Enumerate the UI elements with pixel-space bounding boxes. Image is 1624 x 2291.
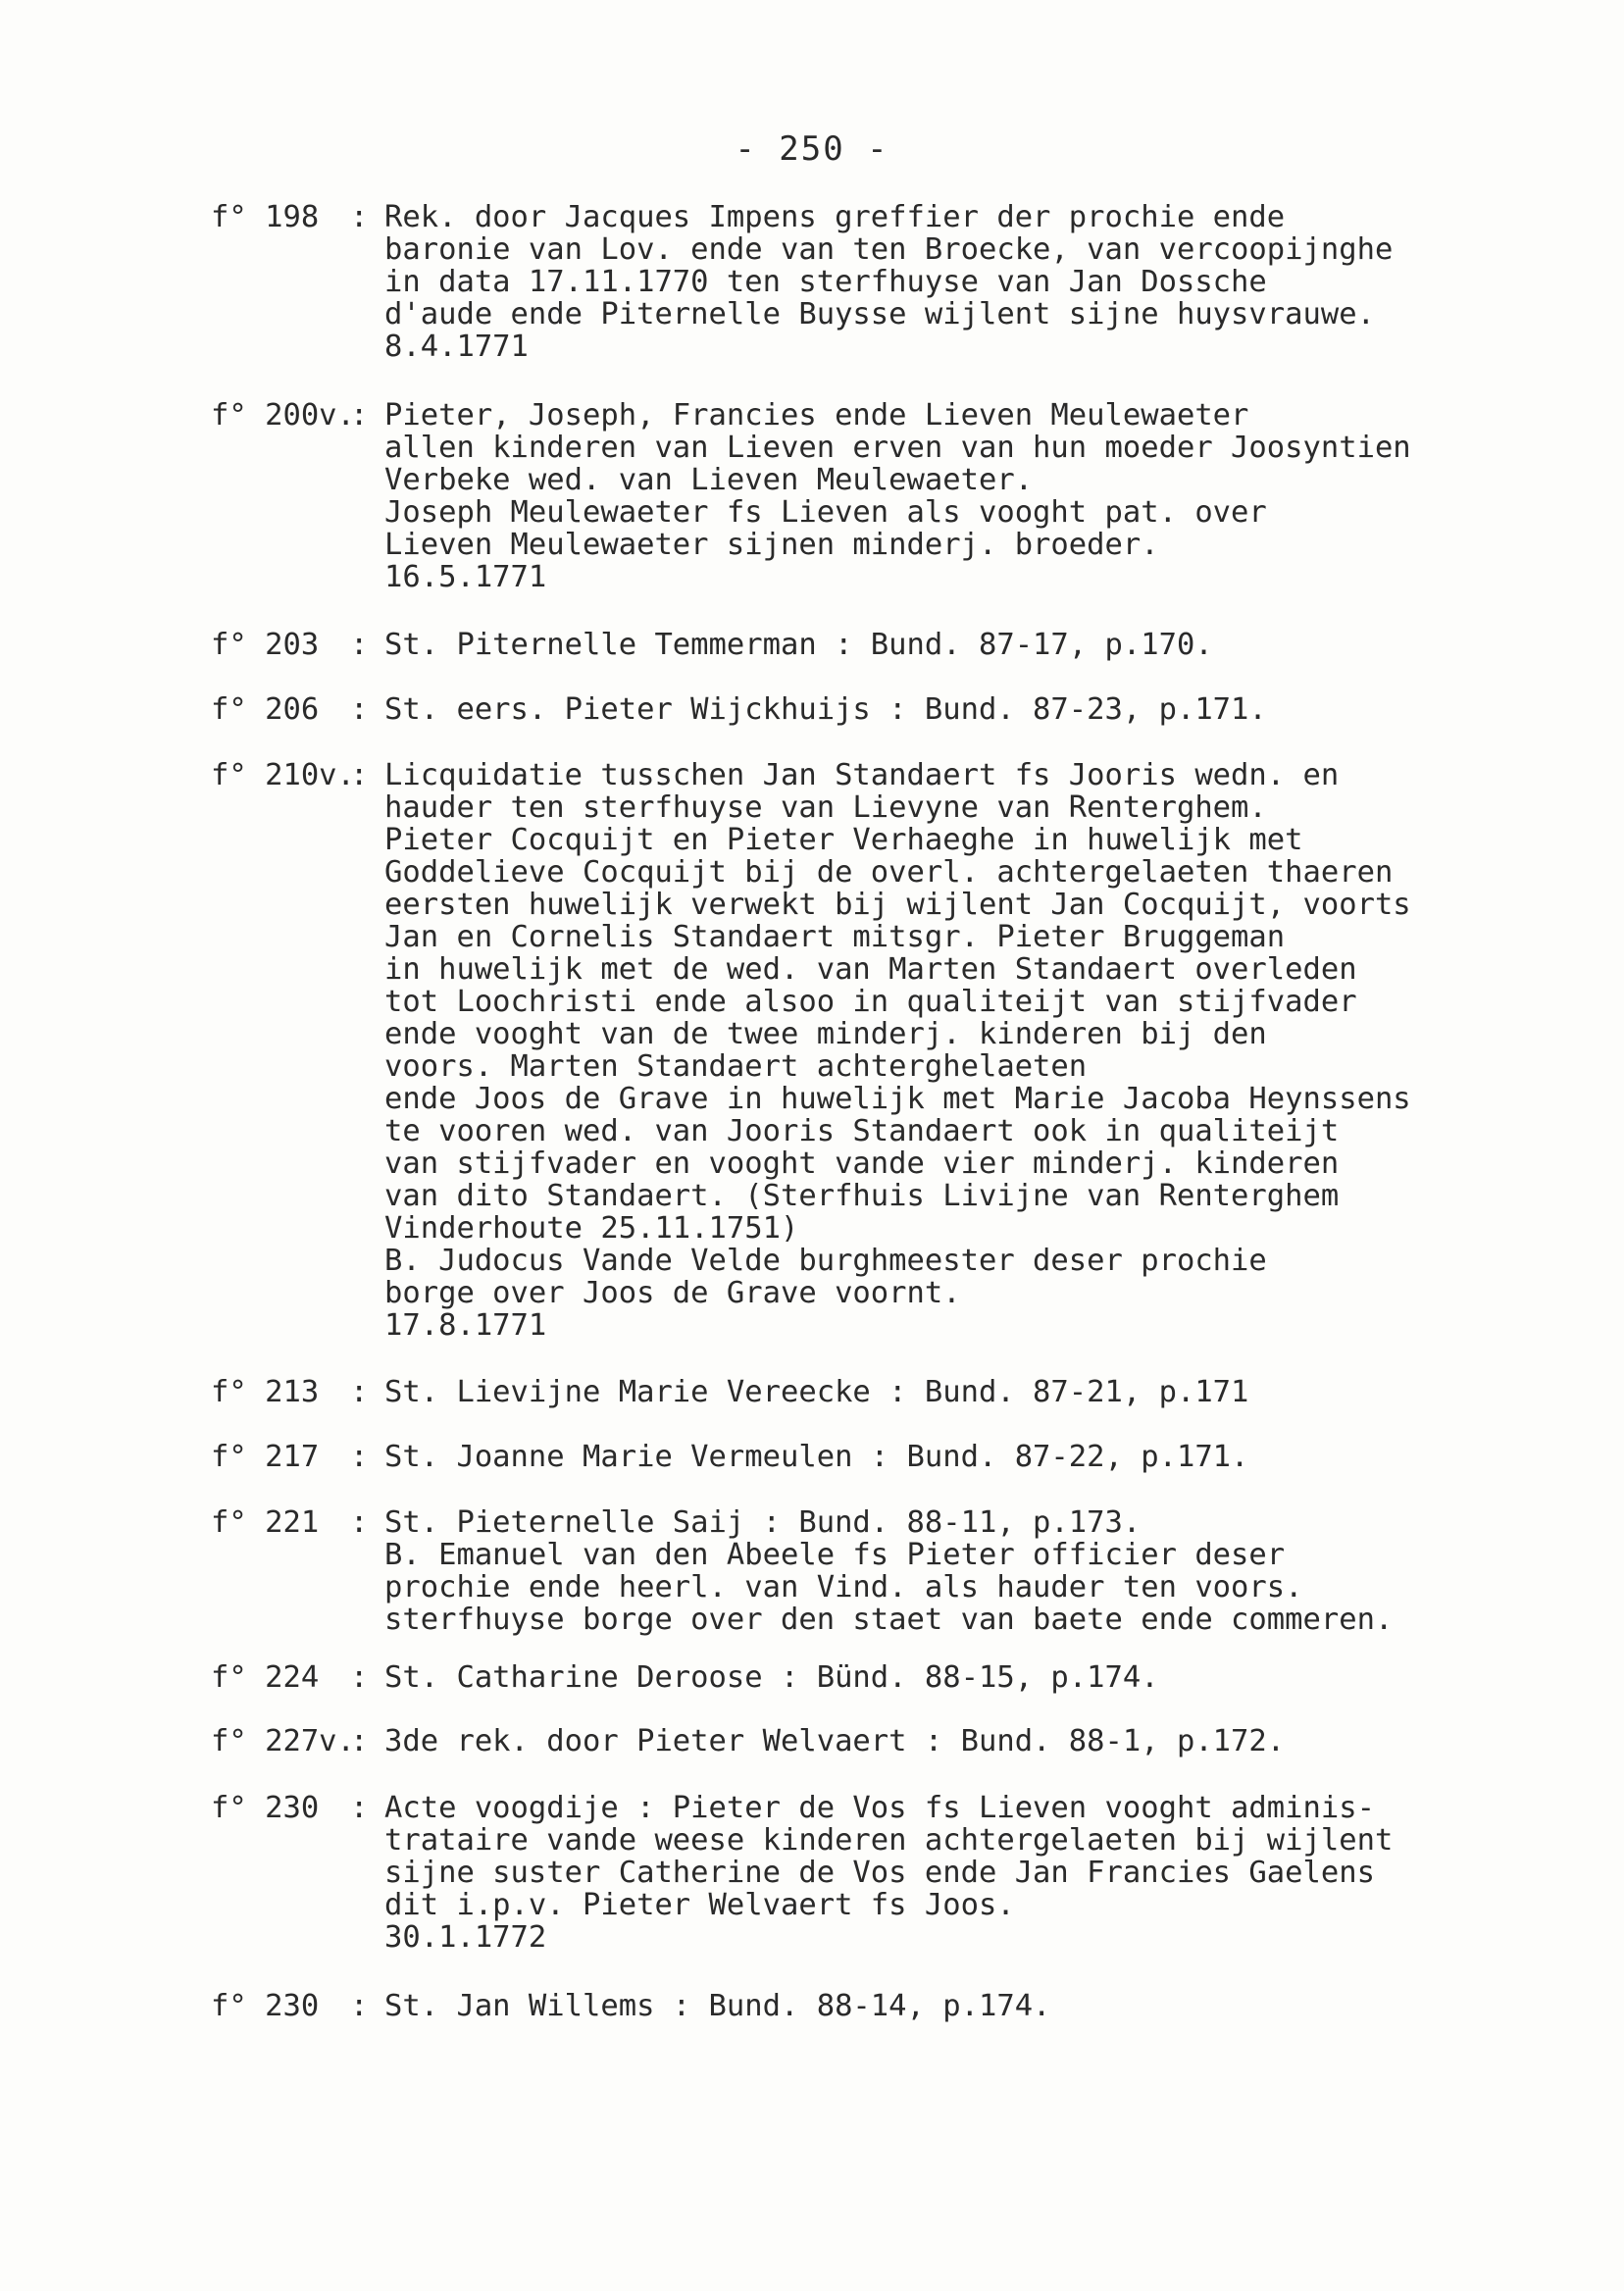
text-line: ende vooght van de twee minderj. kinderen bij den bbox=[384, 1017, 1267, 1051]
text-line: 30.1.1772 bbox=[384, 1920, 547, 1955]
text-line: baronie van Lov. ende van ten Broecke, van vercoopijnghe bbox=[384, 232, 1394, 267]
text-line: prochie ende heerl. van Vind. als hauder ten voors. bbox=[384, 1570, 1303, 1604]
entry-text bbox=[384, 693, 1515, 726]
text-line: in data 17.11.1770 ten sterfhuyse van Jan Dossche bbox=[384, 265, 1267, 299]
entry-text bbox=[384, 201, 1515, 363]
text-line: 8.4.1771 bbox=[384, 330, 529, 364]
text-line: 3de rek. door Pieter Welvaert : Bund. 88-1, p.172. bbox=[384, 1724, 1286, 1758]
text-line: dit i.p.v. Pieter Welvaert fs Joos. bbox=[384, 1888, 1015, 1922]
entry-f217 bbox=[211, 1441, 1515, 1473]
separator: : bbox=[350, 1660, 369, 1695]
separator: : bbox=[350, 200, 369, 234]
entry-text bbox=[384, 629, 1515, 661]
separator: : bbox=[350, 1724, 369, 1758]
folio-reference: f° 224 bbox=[211, 1660, 320, 1695]
folio-reference: f° 198 bbox=[211, 200, 320, 234]
text-line: eersten huwelijk verwekt bij wijlent Jan Cocquijt, voorts bbox=[384, 888, 1411, 922]
entry-f227v bbox=[211, 1725, 1515, 1757]
text-line: B. Emanuel van den Abeele fs Pieter officier deser bbox=[384, 1538, 1286, 1572]
folio-reference: f° 230 bbox=[211, 1791, 320, 1825]
entry-f230 bbox=[211, 1792, 1515, 1954]
entry-text bbox=[384, 1506, 1515, 1636]
separator: : bbox=[350, 398, 369, 433]
text-line: Rek. door Jacques Impens greffier der prochie ende bbox=[384, 200, 1286, 234]
entry-f224 bbox=[211, 1661, 1515, 1694]
text-line: St. Lievijne Marie Vereecke : Bund. 87-21, p.171 bbox=[384, 1375, 1249, 1409]
text-line: 17.8.1771 bbox=[384, 1308, 547, 1343]
entry-f230-second bbox=[211, 1990, 1515, 2022]
separator: : bbox=[350, 1440, 369, 1474]
separator: : bbox=[350, 1505, 369, 1540]
text-line: St. Jan Willems : Bund. 88-14, p.174. bbox=[384, 1989, 1051, 2023]
text-line: borge over Joos de Grave voornt. bbox=[384, 1276, 961, 1310]
text-line: van dito Standaert. (Sterfhuis Livijne van Renterghem bbox=[384, 1179, 1340, 1213]
entry-f213 bbox=[211, 1376, 1515, 1408]
text-line: allen kinderen van Lieven erven van hun moeder Joosyntien bbox=[384, 431, 1411, 465]
text-line: St. eers. Pieter Wijckhuijs : Bund. 87-23, p.171. bbox=[384, 692, 1267, 727]
entry-f210v bbox=[211, 759, 1515, 1342]
separator: : bbox=[350, 1791, 369, 1825]
folio-reference: f° 206 bbox=[211, 692, 320, 727]
text-line: Lieven Meulewaeter sijnen minderj. broeder. bbox=[384, 528, 1159, 562]
text-line: St. Catharine Deroose : Bünd. 88-15, p.174. bbox=[384, 1660, 1159, 1695]
text-line: Goddelieve Cocquijt bij de overl. achtergelaeten thaeren bbox=[384, 855, 1394, 890]
separator: : bbox=[350, 628, 369, 662]
text-line: Joseph Meulewaeter fs Lieven als vooght pat. over bbox=[384, 495, 1267, 530]
text-line: d'aude ende Piternelle Buysse wijlent sijne huysvrauwe. bbox=[384, 297, 1375, 331]
entry-text bbox=[384, 759, 1515, 1342]
separator: : bbox=[350, 1375, 369, 1409]
text-line: Acte voogdije : Pieter de Vos fs Lieven vooght adminis- bbox=[384, 1791, 1375, 1825]
folio-reference: f° 213 bbox=[211, 1375, 320, 1409]
entry-text bbox=[384, 1725, 1515, 1757]
text-line: in huwelijk met de wed. van Marten Standaert overleden bbox=[384, 952, 1357, 987]
text-line: te vooren wed. van Jooris Standaert ook in qualiteijt bbox=[384, 1114, 1340, 1148]
text-line: Verbeke wed. van Lieven Meulewaeter. bbox=[384, 463, 1034, 497]
separator: : bbox=[350, 692, 369, 727]
text-line: ende Joos de Grave in huwelijk met Marie Jacoba Heynssens bbox=[384, 1082, 1411, 1116]
folio-reference: f° 203 bbox=[211, 628, 320, 662]
entry-text bbox=[384, 1376, 1515, 1408]
text-line: St. Joanne Marie Vermeulen : Bund. 87-22, p.171. bbox=[384, 1440, 1249, 1474]
separator: : bbox=[350, 1989, 369, 2023]
folio-reference: f° 230 bbox=[211, 1989, 320, 2023]
text-line: Vinderhoute 25.11.1751) bbox=[384, 1211, 799, 1246]
entry-f198 bbox=[211, 201, 1515, 363]
entry-f200v bbox=[211, 399, 1515, 593]
entry-f221 bbox=[211, 1506, 1515, 1636]
text-line: tot Loochristi ende alsoo in qualiteijt van stijfvader bbox=[384, 985, 1357, 1019]
entry-text bbox=[384, 399, 1515, 593]
entry-text bbox=[384, 1441, 1515, 1473]
text-line: St. Piternelle Temmerman : Bund. 87-17, p.170. bbox=[384, 628, 1213, 662]
entry-f203 bbox=[211, 629, 1515, 661]
folio-reference: f° 217 bbox=[211, 1440, 320, 1474]
text-line: Jan en Cornelis Standaert mitsgr. Pieter Bruggeman bbox=[384, 920, 1286, 954]
folio-reference: f° 227v. bbox=[211, 1724, 355, 1758]
text-line: voors. Marten Standaert achterghelaeten bbox=[384, 1049, 1088, 1084]
page-number: - 250 - bbox=[735, 129, 889, 169]
text-line: St. Pieternelle Saij : Bund. 88-11, p.173. bbox=[384, 1505, 1142, 1540]
text-line: B. Judocus Vande Velde burghmeester deser prochie bbox=[384, 1244, 1267, 1278]
text-line: sterfhuyse borge over den staet van baete ende commeren. bbox=[384, 1603, 1394, 1637]
separator: : bbox=[350, 758, 369, 792]
text-line: van stijfvader en vooght vande vier minderj. kinderen bbox=[384, 1146, 1340, 1181]
text-line: sijne suster Catherine de Vos ende Jan Francies Gaelens bbox=[384, 1856, 1375, 1890]
folio-reference: f° 210v. bbox=[211, 758, 355, 792]
text-line: Pieter, Joseph, Francies ende Lieven Meulewaeter bbox=[384, 398, 1249, 433]
entry-f206 bbox=[211, 693, 1515, 726]
entry-text bbox=[384, 1792, 1515, 1954]
entry-text bbox=[384, 1661, 1515, 1694]
folio-reference: f° 200v. bbox=[211, 398, 355, 433]
text-line: Licquidatie tusschen Jan Standaert fs Jooris wedn. en bbox=[384, 758, 1340, 792]
folio-reference: f° 221 bbox=[211, 1505, 320, 1540]
entry-text bbox=[384, 1990, 1515, 2022]
text-line: 16.5.1771 bbox=[384, 560, 547, 594]
text-line: hauder ten sterfhuyse van Lievyne van Renterghem. bbox=[384, 790, 1267, 825]
text-line: trataire vande weese kinderen achtergelaeten bij wijlent bbox=[384, 1823, 1394, 1858]
text-line: Pieter Cocquijt en Pieter Verhaeghe in huwelijk met bbox=[384, 823, 1303, 857]
